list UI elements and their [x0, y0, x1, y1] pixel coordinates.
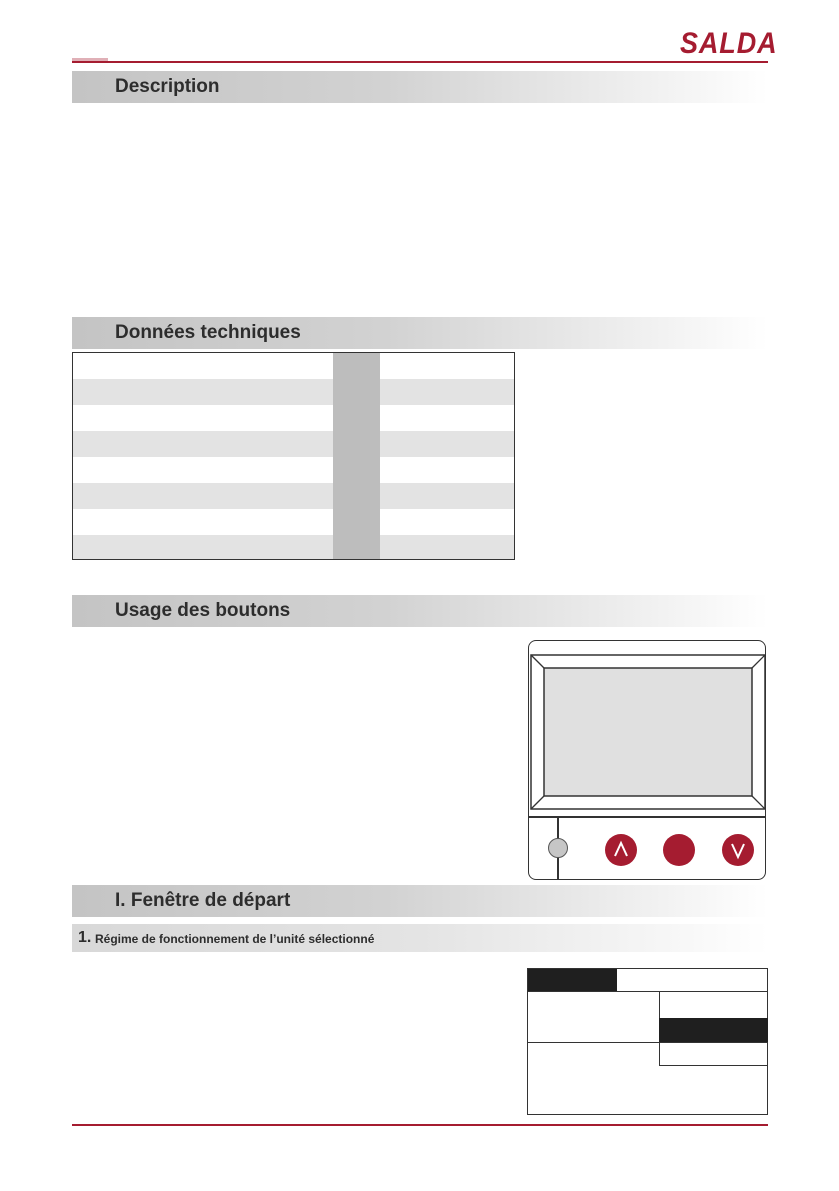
section-title-tech-data: Données techniques	[115, 322, 301, 343]
footer-rule	[72, 1124, 768, 1126]
controller-illustration	[528, 640, 766, 880]
table-row	[73, 457, 514, 483]
header-rule	[72, 61, 768, 63]
subsection-number: 1.	[78, 929, 92, 946]
status-led-icon	[548, 838, 568, 858]
up-arrow-icon	[605, 834, 637, 866]
diagram-active-tab	[528, 969, 617, 991]
diagram-line	[528, 991, 767, 992]
table-row	[73, 483, 514, 509]
section-bar-buttons-usage	[72, 595, 768, 627]
controller-screen	[529, 641, 766, 817]
subsection-title: Régime de fonctionnement de l’unité sélectionné	[95, 932, 375, 946]
salda-logo: SALDA	[680, 27, 778, 60]
section-bar-tech-data	[72, 317, 768, 349]
section-bar-start-window	[72, 885, 768, 917]
section-title-start-window: I. Fenêtre de départ	[115, 890, 291, 911]
table-row	[73, 535, 514, 560]
section-title-description: Description	[115, 76, 220, 97]
controller-panel-divider	[529, 816, 765, 818]
section-title-buttons-usage: Usage des boutons	[115, 600, 291, 621]
diagram-line	[659, 1065, 767, 1066]
section-bar-description	[72, 71, 768, 103]
start-window-diagram	[527, 968, 768, 1115]
select-icon	[663, 834, 695, 866]
tech-data-table	[72, 352, 515, 560]
diagram-line	[528, 1042, 767, 1043]
table-row	[73, 431, 514, 457]
table-row	[73, 353, 514, 379]
diagram-selected-cell	[659, 1018, 768, 1042]
table-unit-column	[333, 353, 380, 559]
subsection-bar-operating-mode	[72, 924, 768, 952]
table-row	[73, 509, 514, 535]
table-row	[73, 379, 514, 405]
table-row	[73, 405, 514, 431]
down-arrow-icon	[722, 834, 754, 866]
